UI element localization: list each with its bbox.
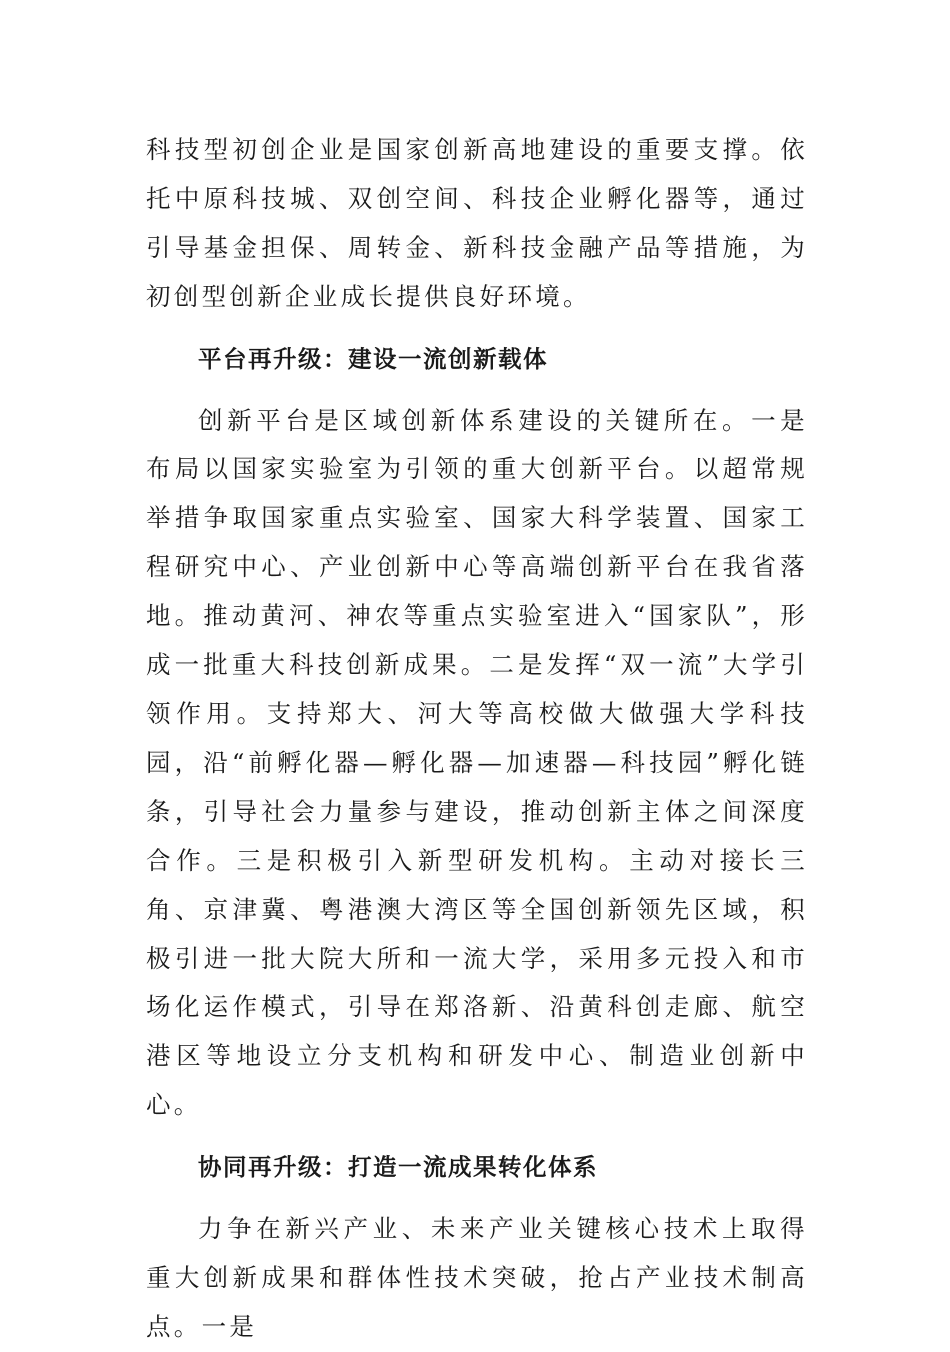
paragraph-innovation-platform: 创新平台是区域创新体系建设的关键所在。一是布局以国家实验室为引领的重大创新平台。以超常规举措争取国家重点实验室、国家大科学装置、国家工程研究中心、产业创新中心等高端创新平台在我省落地。推动黄河、神农等重点实验室进入“国家队”，形成一批重大科技创新成果。二是发挥“双一流”大学引领作用。支持郑大、河大等高校做大做强大学科技园，沿“前孵化器—孵化器—加速器—科技园”孵化链条，引导社会力量参与建设，推动创新主体之间深度合作。三是积极引入新型研发机构。主动对接长三角、京津冀、粤港澳大湾区等全国创新领先区域，积极引进一批大院大所和一流大学，采用多元投入和市场化运作模式，引导在郑洛新、沿黄科创走廊、航空港区等地设立分支机构和研发中心、制造业创新中心。 — [146, 405, 808, 1120]
document-body — [146, 126, 808, 1352]
section-heading-platform-upgrade: 平台再升级：建设一流创新载体 — [198, 344, 548, 373]
paragraph-core-technology: 力争在新兴产业、未来产业关键核心技术上取得重大创新成果和群体性技术突破，抢占产业技术制高点。一是 — [146, 1214, 808, 1341]
section-heading-collaboration-upgrade: 协同再升级：打造一流成果转化体系 — [198, 1153, 598, 1182]
paragraph-startup-support: 科技型初创企业是国家创新高地建设的重要支撑。依托中原科技城、双创空间、科技企业孵化器等，通过引导基金担保、周转金、新科技金融产品等措施，为初创型创新企业成长提供良好环境。 — [146, 135, 808, 311]
